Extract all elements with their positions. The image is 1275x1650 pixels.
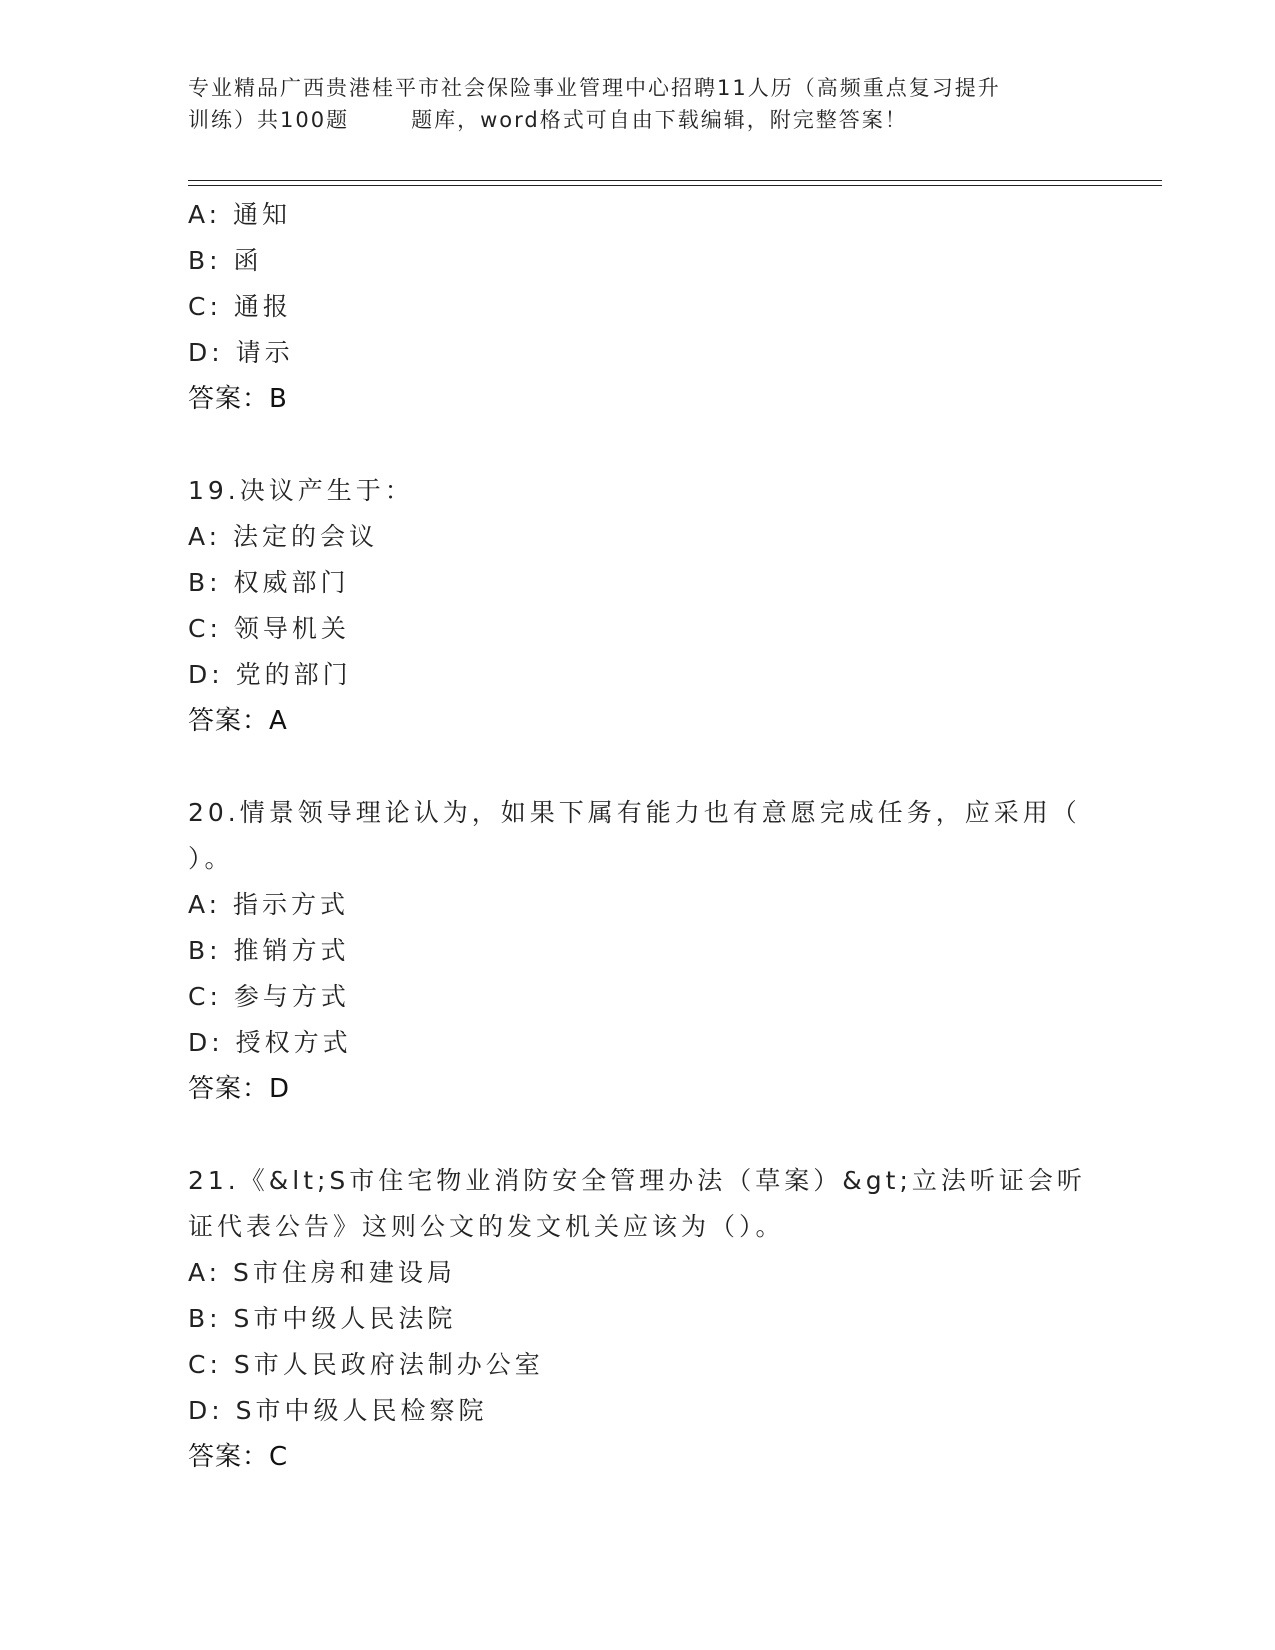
option-b: B: 权威部门	[188, 568, 350, 597]
option-d: D: 党的部门	[188, 660, 352, 689]
option-d: D: S市中级人民检察院	[188, 1396, 488, 1425]
option-a: A: 通知	[188, 200, 292, 229]
question-text: 19.决议产生于：	[188, 476, 414, 505]
answer-label: 答案：	[188, 1442, 270, 1472]
header-line-1: 专业精品广西贵港桂平市社会保险事业管理中心招聘11人历（高频重点复习提升	[188, 76, 1001, 100]
option-c: C: S市人民政府法制办公室	[188, 1350, 544, 1379]
answer-line	[188, 698, 1088, 744]
answer-line	[188, 1066, 1088, 1112]
question-19-block	[188, 468, 1088, 744]
option-b: B: 函	[188, 246, 263, 275]
question-text-line-2: ）。	[188, 844, 234, 873]
header-divider-bottom	[188, 185, 1162, 186]
answer-label: 答案：	[188, 1074, 270, 1104]
option-d: D: 授权方式	[188, 1028, 352, 1057]
answer-line	[188, 376, 1088, 422]
header-line-2	[188, 104, 1108, 136]
header-line-2-part-2: 题库，word格式可自由下载编辑，附完整答案！	[411, 108, 908, 132]
answer-value: A	[269, 706, 287, 736]
answer-label: 答案：	[188, 706, 270, 736]
option-a: A: 指示方式	[188, 890, 350, 919]
question-text-line-2: 证代表公告》这则公文的发文机关应该为（）。	[188, 1212, 785, 1241]
question-21-block	[188, 1158, 1088, 1480]
document-header	[188, 72, 1108, 136]
option-b: B: 推销方式	[188, 936, 350, 965]
option-b: B: S市中级人民法院	[188, 1304, 457, 1333]
option-d: D: 请示	[188, 338, 294, 367]
answer-label: 答案：	[188, 384, 270, 414]
answer-value: D	[269, 1074, 290, 1104]
option-c: C: 参与方式	[188, 982, 350, 1011]
header-line-2-part-1: 训练）共100题	[188, 108, 350, 132]
question-20-block	[188, 790, 1088, 1112]
option-c: C: 领导机关	[188, 614, 350, 643]
header-divider-top	[188, 180, 1162, 181]
answer-line	[188, 1434, 1088, 1480]
question-text-line-1: 20.情景领导理论认为，如果下属有能力也有意愿完成任务，应采用（	[188, 798, 1081, 827]
option-a: A: S市住房和建设局	[188, 1258, 456, 1287]
answer-value: B	[269, 384, 287, 414]
option-c: C: 通报	[188, 292, 292, 321]
question-text-line-1: 21.《&lt;S市住宅物业消防安全管理办法（草案）&gt;立法听证会听	[188, 1166, 1086, 1195]
answer-value: C	[269, 1442, 288, 1472]
question-list	[188, 192, 1088, 1480]
question-18-block	[188, 192, 1088, 422]
option-a: A: 法定的会议	[188, 522, 379, 551]
